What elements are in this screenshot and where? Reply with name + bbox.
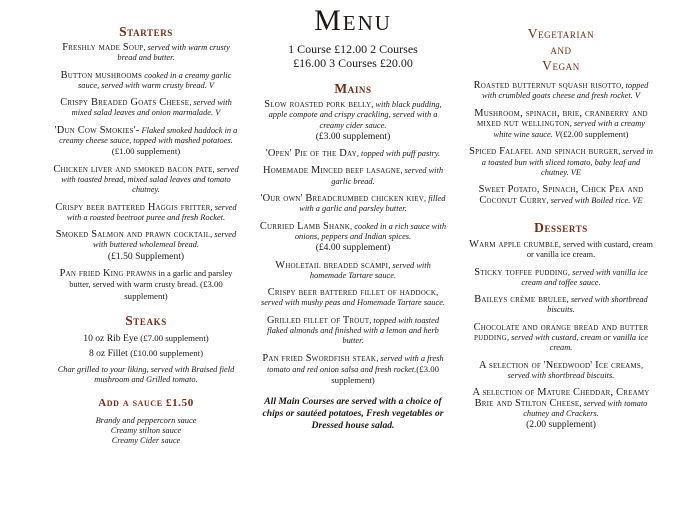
list-item: Creamy Cider sauce	[111, 436, 181, 446]
steak-item: 10 oz Rib Eye (£7.00 supplement)	[83, 332, 209, 344]
veg-item: Spiced Falafel and spinach burger, served in a toasted bun with sliced tomato, baby leaf and chutney. VE	[469, 146, 653, 178]
menu-title: Menu	[314, 4, 392, 37]
supplement: (£3.00 supplement)	[331, 363, 440, 386]
starter-item: 'Dun Cow Smokies'- Flaked smoked haddock in a creamy cheese sauce, topped with mashed potatoes.(£1.00 supplement)	[54, 124, 238, 157]
steak-item: 8 oz Fillet (£10.00 supplement)	[88, 348, 204, 360]
dessert-item: A selection of Mature Cheddar, Creamy Brie and Stilton Cheese, served with tomato chutney and Crackers. (2.00 supplement)	[468, 388, 654, 430]
starters-title: Starters	[119, 24, 173, 39]
list-item: Creamy stilton sauce	[110, 426, 182, 436]
starter-item: Smoked Salmon and prawn cocktail, served with buttered wholemeal bread. (£1.50 Supplement)	[52, 230, 240, 262]
starter-item: Freshly made Soup, served with warm crusty bread and butter.	[62, 42, 230, 63]
main-item: Curried Lamb Shank, cooked in a rich sauce with onions, peppers and Indian spices. (£4.00 supplement)	[259, 220, 447, 254]
starter-item: Chicken liver and smoked bacon pate, served with toasted bread, mixed salad leaves and tomato chutney.	[53, 163, 239, 195]
supplement: (£1.00 supplement)	[111, 146, 181, 157]
course-prices: 1 Course £12.00 2 Courses £16.00 3 Courses £20.00	[288, 42, 418, 70]
steaks-title: Steaks	[125, 312, 167, 328]
supplement: (£1.50 Supplement)	[107, 250, 185, 262]
sauce-title: Add a sauce £1.50	[98, 397, 194, 410]
starter-item: Pan fried King prawns in a garlic and parsley butter, served with warm crusty bread. (£3.00 supplement)	[59, 268, 233, 301]
starter-item: Crispy beer battered Haggis fritter, served with a roasted beetroot puree and fresh Rocket.	[55, 201, 237, 222]
main-item: Slow roasted pork belly, with black pudding, apple compote and crispy crackling, served with a creamy cider sauce. (£3.00 supplement)	[258, 100, 448, 142]
right-column	[468, 0, 654, 430]
steak-note: Char grilled to your liking, served with Braised field mushroom and Grilled tomato.	[57, 364, 235, 384]
mains-note: All Main Courses are served with a choice of chips or sautéed potatoes, Fresh vegetables or Dressed house salad.	[262, 395, 444, 432]
veg-item: Roasted butternut squash risotto, topped with crumbled goats cheese and fresh rocket. V	[473, 80, 649, 101]
supplement: (£4.00 supplement)	[315, 242, 391, 254]
veg-item: Mushroom, spinach, brie, cranberry and mixed nut wellington, served with a creamy white wine sauce. V(£2.00 supplement)	[474, 107, 648, 140]
main-item: 'Our own' Breadcrumbed chicken kiev, filled with a garlic and parsley butter.	[260, 193, 446, 214]
supplement: (2.00 supplement)	[526, 419, 596, 431]
dessert-item: Sticky toffee pudding, served with vanilla ice cream and toffee sauce.	[474, 266, 648, 287]
main-item: 'Open' Pie of the Day, topped with puff pastry.	[265, 148, 441, 160]
main-item: Homemade Minced beef lasagne, served with garlic bread.	[262, 165, 444, 186]
dessert-item: Baileys crème brulee, served with shortbread biscuits.	[474, 294, 648, 315]
supplement: (£3.00 supplement)	[124, 279, 223, 301]
dessert-item: Chocolate and orange bread and butter pudding, served with custard, cream or vanilla ice cream.	[473, 321, 649, 353]
main-item: Grilled fillet of Trout, topped with toasted flaked almonds and finished with a lemon and herb butter.	[266, 314, 440, 346]
mains-title: Mains	[334, 81, 372, 96]
supplement: (£3.00 supplement)	[315, 130, 391, 142]
main-item: Wholetail breaded scampi, served with homemade Tartare sauce.	[275, 259, 431, 280]
main-item: Crispy beer battered fillet of haddock, served with mushy peas and Homemade Tartare sauce.	[260, 287, 446, 308]
dessert-item: Warm apple crumble, served with custard, cream or vanilla ice cream.	[469, 238, 653, 260]
supplement: (£2.00 supplement)	[560, 129, 629, 140]
starter-item: Crispy Breaded Goats Cheese, served with mixed salad leaves and onion marmalade. V	[60, 97, 232, 118]
desserts-title: Desserts	[534, 219, 588, 235]
veg-item: Sweet Potato, Spinach, Chick Pea and Coconut Curry, served with Boiled rice. VE	[478, 184, 644, 206]
middle-column	[258, 0, 448, 433]
dessert-item: A selection of 'Needwood' Ice creams, served with shortbread biscuits.	[478, 359, 644, 380]
sauce-list	[52, 416, 240, 446]
list-item: Brandy and peppercorn sauce	[95, 416, 197, 426]
vegetarian-title: Vegetarian and Vegan	[527, 26, 595, 73]
main-item: Pan fried Swordfish steak, served with a fresh tomato and red onion salsa and fresh rocket.(£3.00 supplement)	[262, 352, 444, 386]
starter-item: Button mushrooms cooked in a creamy garlic sauce, served with warm crusty bread. V	[60, 69, 232, 90]
left-column	[52, 0, 240, 446]
